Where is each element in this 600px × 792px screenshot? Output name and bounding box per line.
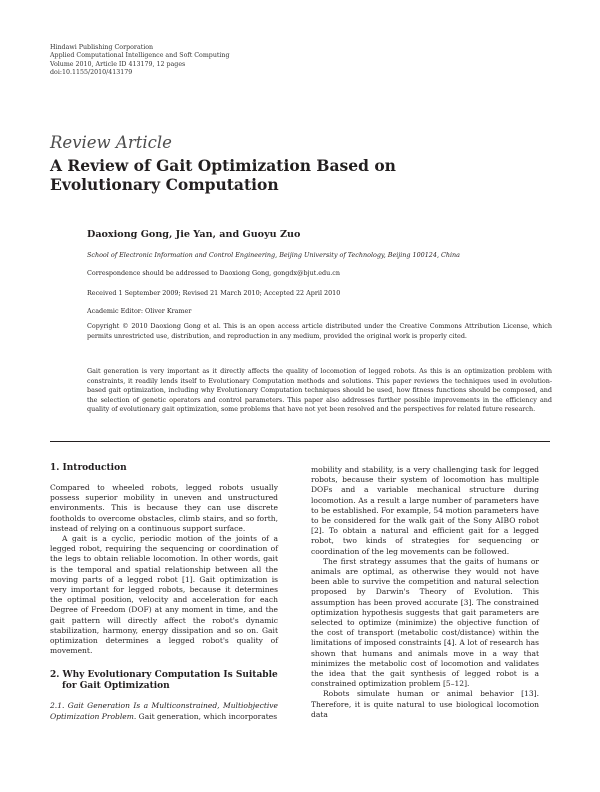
section-1-paragraph-1: Compared to wheeled robots, legged robots usually possess superior mobility in uneven and unstructured environments. This is because they can use discrete footholds to overcome obstacles, climb stairs, and so forth, instead of relying on a continuous support surface.: [50, 483, 278, 533]
author-list: Daoxiong Gong, Jie Yan, and Guoyu Zuo: [87, 229, 301, 240]
section-2-heading-line-2: for Gait Optimization: [62, 681, 170, 692]
correspondence: Correspondence should be addressed to Daoxiong Gong, gongdx@bjut.edu.cn: [87, 269, 340, 277]
section-1-paragraph-2: A gait is a cyclic, periodic motion of the joints of a legged robot, requiring the sequencing or coordination of the legs to obtain reliable locomotion. In other words, gait is the temporal and spatial relationship between all the moving parts of a legged robot [1]. Gait optimization is very important for legged robots, because it determines the optimal position, velocity and acceleration for each Degree of Freedom (DOF) at any moment in time, and the gait pattern will directly affect the robot's dynamic stabilization, harmony, energy dissipation and so on. Gait optimization determines a legged robot's quality of movement.: [50, 534, 278, 656]
section-2-heading: [50, 670, 278, 692]
right-paragraph-3: Robots simulate human or animal behavior [13]. Therefore, it is quite natural to use biological locomotion data: [311, 689, 539, 719]
section-2-heading-line-1: 2. Why Evolutionary Computation Is Suitable: [50, 670, 278, 681]
journal-name: Applied Computational Intelligence and Soft Computing: [50, 52, 230, 60]
subsection-2-1-text: Gait generation, which incorporates: [138, 711, 278, 721]
doi[interactable]: doi:10.1155/2010/413179: [50, 69, 133, 77]
academic-editor: Academic Editor: Oliver Kramer: [87, 307, 192, 315]
right-paragraph-1: mobility and stability, is a very challenging task for legged robots, because their system of locomotion has multiple DOFs and a variable mechanical structure during locomotion. As a result a large number of parameters have to be established. For example, 54 motion parameters have to be considered for the walk gait of the Sony AIBO robot [2]. To obtain a natural and efficient gait for a legged robot, two kinds of strategies for sequencing or coordination of the leg movements can be followed.: [311, 465, 539, 556]
running-header: [50, 44, 230, 78]
article-title: [50, 156, 530, 194]
abstract: Gait generation is very important as it directly affects the quality of locomotion of legged robots. As this is an optimization problem with constraints, it readily lends itself to Evolutionary Computation methods and solutions. This paper reviews the techniques used in evolution-based gait optimization, including why Evolutionary Computation techniques should be used, how fitness functions should be composed, and the selection of genetic operators and control parameters. This paper also addresses further possible improvements in the efficiency and quality of evolutionary gait optimization, some problems that have not yet been resolved and the perspectives for related future research.: [87, 367, 552, 413]
left-column: [50, 463, 278, 722]
section-divider: [50, 441, 550, 442]
title-line-1: A Review of Gait Optimization Based on: [50, 156, 396, 175]
right-paragraph-2: The first strategy assumes that the gaits of humans or animals are optimal, as otherwise they would not have been able to survive the competition and natural selection proposed by Darwin's Theory of Evolution. This assumption has been proved accurate [3]. The constrained optimization hypothesis suggests that gait parameters are selected to optimize (minimize) the objective function of the cost of transport (metabolic cost/distance) within the limitations of imposed constraints [4]. A lot of research has shown that humans and animals move in a way that minimizes the metabolic cost of locomotion and validates the idea that the gait synthesis of legged robot is a constrained optimization problem [5–12].: [311, 556, 539, 689]
article-dates: Received 1 September 2009; Revised 21 March 2010; Accepted 22 April 2010: [87, 289, 341, 297]
subsection-2-1: [50, 701, 278, 721]
volume-info: Volume 2010, Article ID 413179, 12 pages: [50, 60, 186, 68]
right-column: [311, 465, 539, 720]
title-line-2: Evolutionary Computation: [50, 175, 279, 194]
section-1-heading: 1. Introduction: [50, 463, 127, 473]
affiliation: School of Electronic Information and Control Engineering, Beijing University of Technology, Beijing 100124, China: [87, 251, 460, 259]
publisher: Hindawi Publishing Corporation: [50, 44, 154, 51]
subsection-2-1-title: 2.1. Gait Generation Is a Multiconstrained, Multiobjective Optimization Problem.: [50, 701, 278, 721]
article-type: Review Article: [50, 133, 172, 152]
copyright-notice: Copyright © 2010 Daoxiong Gong et al. This is an open access article distributed under the Creative Commons Attribution License, which permits unrestricted use, distribution, and reproduction in any medium, provided the original work is properly cited.: [87, 322, 552, 340]
